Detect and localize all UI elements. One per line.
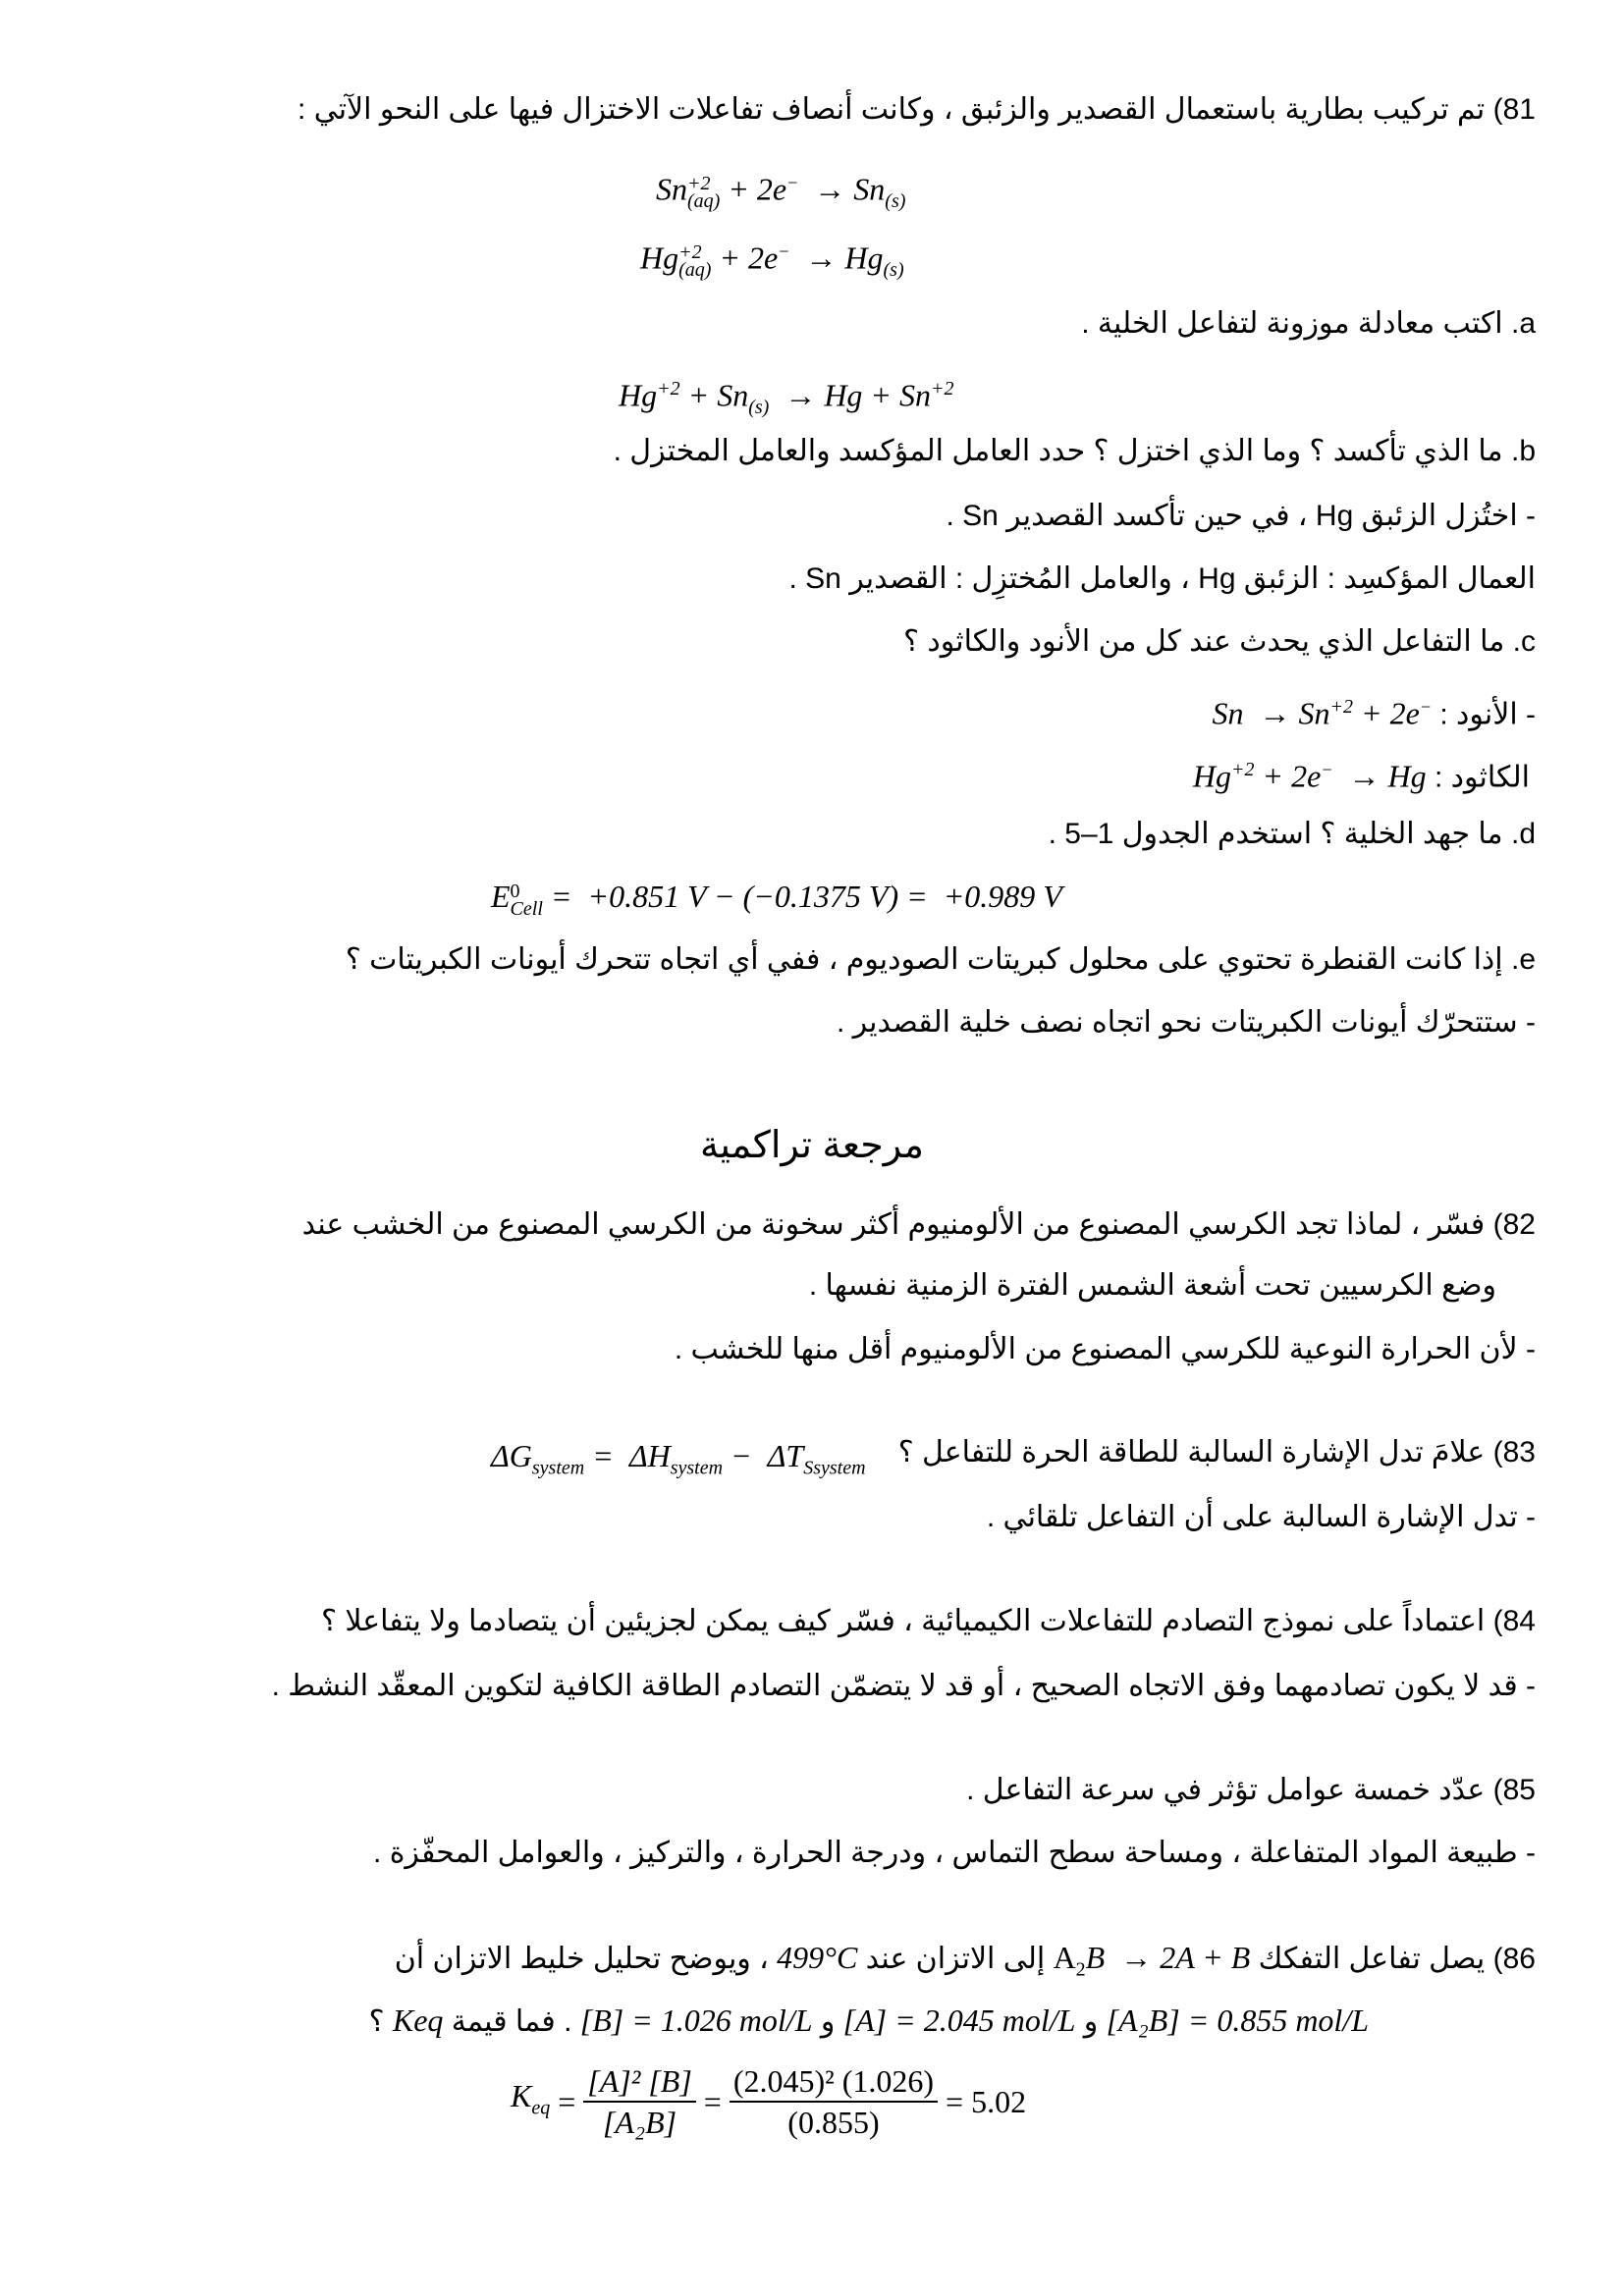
- q83-text: علامَ تدل الإشارة السالبة للطاقة الحرة للتفاعل ؟: [897, 1436, 1486, 1468]
- q81-b: [614, 432, 1536, 471]
- q85-number: 85): [1492, 1774, 1536, 1806]
- q81-c: [903, 622, 1536, 662]
- keq-equation: $K_{eq}$ = $\frac{\text{[A]² [B]}}{\text{[A₂B]}}$ = $\frac{\text{(2.045)² (1.026)}}{(0.855)}$ = 5.02: [511, 2063, 1027, 2140]
- q81-a-label: a.: [1510, 307, 1536, 340]
- q81-a-text: اكتب معادلة موزونة لتفاعل الخلية .: [1081, 307, 1503, 340]
- q82-line1: [302, 1205, 1536, 1245]
- q81-b-label: b.: [1510, 435, 1536, 467]
- conc-a2b: [A₂B] = 0.855 mol/L: [1106, 2002, 1369, 2038]
- q83-equation: $\Delta G_{system} = \Delta H_{system} - \Delta T_{Ssystem}$: [491, 1438, 866, 1479]
- keq-symbol: Keq: [392, 2002, 444, 2038]
- frac2-numerator: (2.045)² (1.026): [732, 2063, 935, 2099]
- anode-equation: $Sn \to Sn^{+2} + 2e^-$: [1212, 695, 1432, 731]
- q84-number: 84): [1492, 1605, 1536, 1637]
- q86-question: فما قيمة: [451, 2005, 556, 2038]
- fraction-symbolic: [583, 2061, 696, 2142]
- q81-d-label: d.: [1510, 818, 1536, 850]
- section-heading: مرجعة تراكمية: [699, 1125, 925, 1166]
- q81-c-text: ما التفاعل الذي يحدث عند كل من الأنود والكاثود ؟: [903, 625, 1505, 658]
- q81-e-text: إذا كانت القنطرة تحتوي على محلول كبريتات الصوديوم ، ففي أي اتجاه تتحرك أيونات الكبريتات ؟: [345, 943, 1503, 976]
- q86-text-a: يصل تفاعل التفكك: [1258, 1943, 1486, 1975]
- cathode-equation: $Hg^{+2} + 2e^- \to Hg$: [1192, 758, 1427, 794]
- q83-answer: - تدل الإشارة السالبة على أن التفاعل تلقائي .: [986, 1501, 1536, 1533]
- q84-text: اعتماداً على نموذج التصادم للتفاعلات الكيميائية ، فسّر كيف يمكن لجزيئين أن يتصادما ولا يتفاعلا ؟: [321, 1605, 1486, 1637]
- fraction-numeric: [730, 2061, 938, 2142]
- q86-text-b: إلى الاتزان عند: [865, 1943, 1046, 1975]
- q82-line2: وضع الكرسيين تحت أشعة الشمس الفترة الزمنية نفسها .: [808, 1269, 1496, 1302]
- q81-number: 81): [1492, 93, 1536, 126]
- q84: [321, 1602, 1536, 1641]
- and-1: و: [1083, 2005, 1099, 2038]
- anode-label: - الأنود :: [1439, 698, 1536, 731]
- q81-e-label: e.: [1510, 943, 1536, 976]
- q82-number: 82): [1492, 1208, 1536, 1241]
- q86-temperature: 499°C: [777, 1940, 858, 1975]
- q81-b-answer-1: - اختُزل الزئبق Hg ، في حين تأكسد القصدير Sn .: [946, 500, 1536, 532]
- frac2-denominator: (0.855): [730, 2101, 938, 2142]
- q86-number: 86): [1492, 1943, 1536, 1975]
- q81-a-answer: $Hg^{+2} + Sn_{(s)} \to Hg + Sn^{+2}$: [619, 377, 954, 419]
- q81-e-answer: - ستتحرّك أيونات الكبريتات نحو اتجاه نصف خلية القصدير .: [836, 1006, 1536, 1039]
- q81-stem: [298, 90, 1536, 130]
- q81-e: [346, 940, 1536, 980]
- q85-answer: - طبيعة المواد المتفاعلة ، ومساحة سطح التماس ، ودرجة الحرارة ، والتركيز ، والعوامل المحفّزة .: [373, 1837, 1536, 1869]
- q86-qmark: ؟: [368, 2005, 385, 2038]
- conc-a: [A] = 2.045 mol/L: [842, 2002, 1076, 2038]
- q81-half-reaction-1: Sn +2 (aq) + $2e^- \to Sn_{(s)}$: [656, 171, 906, 213]
- frac1-numerator: [A]² [B]: [587, 2063, 692, 2099]
- and-2: و: [820, 2005, 836, 2038]
- q84-answer: - قد لا يكون تصادمهما وفق الاتجاه الصحيح ، أو قد لا يتضمّن التصادم الطاقة الكافية لتكوين المعقّد النشط .: [271, 1670, 1536, 1702]
- q83: [898, 1433, 1536, 1472]
- keq-lhs: $K_{eq}$: [511, 2077, 551, 2119]
- q81-a: [1081, 304, 1536, 344]
- q86-line2: [A₂B] = 0.855 mol/L و [A] = 2.045 mol/L و [B] = 1.026 mol/L . فما قيمة Keq ؟: [368, 2002, 1369, 2038]
- q81-d-answer: E 0 Cell = +0.851 V − (−0.1375 V) = +0.989 V: [491, 879, 1062, 920]
- q81-stem-text: تم تركيب بطارية باستعمال القصدير والزئبق ، وكانت أنصاف تفاعلات الاختزال فيها على النحو الآتي :: [298, 93, 1486, 126]
- cathode-label: الكاثود :: [1434, 761, 1530, 794]
- conc-b: [B] = 1.026 mol/L: [579, 2002, 813, 2038]
- q81-half-reaction-2: Hg +2 (aq) + $2e^- \to Hg_{(s)}$: [640, 240, 904, 282]
- q82-answer: - لأن الحرارة النوعية للكرسي المصنوع من الألومنيوم أقل منها للخشب .: [674, 1333, 1536, 1365]
- q81-c-anode: [1213, 687, 1536, 735]
- q81-b-answer-2: العمال المؤكسِد : الزئبق Hg ، والعامل المُختزِل : القصدير Sn .: [788, 562, 1536, 595]
- q86-text-c: ، ويوضح تحليل خليط الاتزان أن: [394, 1943, 769, 1975]
- q82-line1-text: فسّر ، لماذا تجد الكرسي المصنوع من الألومنيوم أكثر سخونة من الكرسي المصنوع من الخشب عند: [301, 1208, 1486, 1241]
- keq-result: = 5.02: [946, 2084, 1027, 2119]
- q83-number: 83): [1492, 1436, 1536, 1468]
- q85-text: عدّد خمسة عوامل تؤثر في سرعة التفاعل .: [966, 1774, 1486, 1806]
- q86-reaction: $A_2B \to 2A + B$: [1053, 1940, 1251, 1981]
- q81-d: [1049, 815, 1536, 854]
- q86-line1: [395, 1938, 1536, 1989]
- q81-c-label: c.: [1512, 625, 1536, 658]
- frac1-denominator: [A₂B]: [583, 2101, 696, 2142]
- q81-d-text: ما جهد الخلية ؟ استخدم الجدول 1–5 .: [1048, 818, 1503, 850]
- q81-c-cathode: [1193, 750, 1530, 798]
- q85: [966, 1771, 1536, 1810]
- q81-b-text: ما الذي تأكسد ؟ وما الذي اختزل ؟ حدد العامل المؤكسد والعامل المختزل .: [613, 435, 1503, 467]
